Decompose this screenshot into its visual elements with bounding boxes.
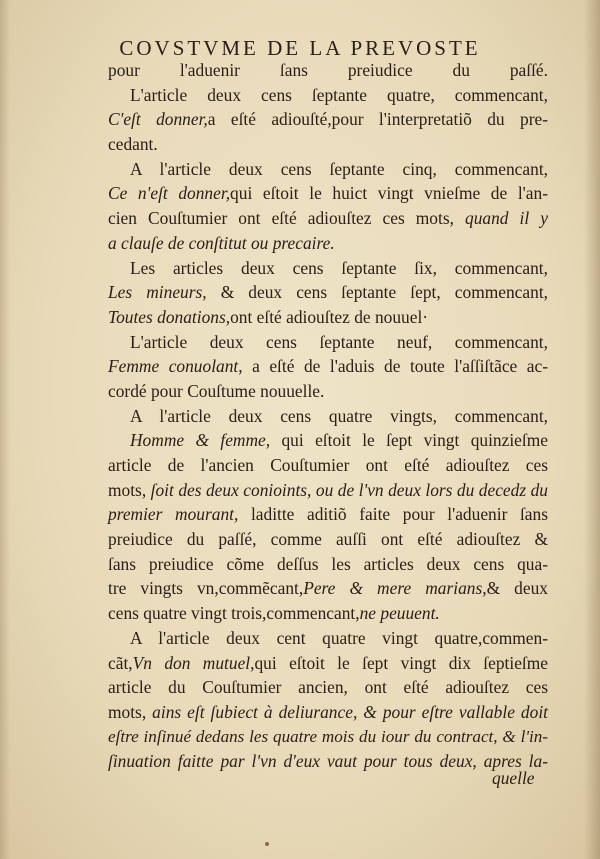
text-line: cien Couſtumier ont eſté adiouſtez ces mots, quand il y [108,208,548,229]
text-line: pour l'aduenir ſans preiudice du paſſé. [108,60,548,80]
text-line: mots, ſoit des deux conioints, ou de l'vn deux lors du decedz du [108,479,548,500]
text-line: A l'article deux cens ſeptante cinq, commencant, [130,158,548,179]
text-line: Ce n'eſt donner,qui eſtoit le huict vingt vnieſme de l'an- [108,183,549,204]
text-line: article de l'ancien Couſtumier ont eſté adiouſtez ces [108,455,548,475]
text-line: A l'article deux cent quatre vingt quatre,commen- [130,627,548,648]
text-line: L'article deux cens ſeptante neuf, commencant, [130,331,548,352]
text-line: Toutes donations,ont eſté adiouſtez de nouuel· [108,306,429,327]
text-line: article du Couſtumier ancien, ont eſté adiouſtez ces [108,677,548,698]
text-line: cedant. [108,134,158,155]
text-line: A l'article deux cens quatre vingts, commencant, [130,405,548,426]
catchword: quelle [492,768,535,788]
page-edge-shadow-right [584,0,600,859]
body-text [108,58,548,774]
text-line: Les mineurs, & deux cens ſeptante ſept, commencant, [108,282,548,303]
text-line: Homme & femme, qui eſtoit le ſept vingt quinzieſme [130,430,548,451]
page-edge-shadow-left [0,0,10,859]
text-line: tre vingts vn,commẽcant,Pere & mere marians,& deux [108,578,548,599]
text-line: C'eſt donner,a eſté adiouſté,pour l'interpretatiõ du pre- [108,109,548,130]
text-line: cãt,Vn don mutuel,qui eſtoit le ſept vingt dix ſeptieſme [108,652,548,673]
text-line: L'article deux cens ſeptante quatre, commencant, [130,84,548,105]
text-line: cens quatre vingt trois,commencant,ne peuuent. [108,603,440,624]
text-line: premier mourant, laditte aditiõ faite pour l'aduenir ſans [108,504,548,525]
text-line: a clauſe de conſtitut ou precaire. [108,232,335,253]
text-line: ſinuation faitte par l'vn d'eux vaut pour tous deux, apres la- [108,751,548,772]
ink-speck [265,842,269,846]
text-line: preiudice du paſſé, comme auſſi ont eſté adiouſtez & [108,529,548,550]
text-line: cordé pour Couſtume nouuelle. [108,380,325,401]
running-head: COVSTVME DE LA PREVOSTE [119,36,481,60]
text-line: mots, ains eſt ſubiect à deliurance, & pour eſtre vallable doit [108,701,548,722]
text-line: Les articles deux cens ſeptante ſix, commencant, [130,257,548,278]
text-line: ſans preiudice cõme deſſus les articles deux cens qua- [108,553,548,574]
text-line: eſtre inſinué dedans les quatre mois du iour du contract, & l'in- [108,726,548,746]
text-line: Femme conuolant, a eſté de l'aduis de toute l'aſſiſtãce ac- [108,356,548,377]
